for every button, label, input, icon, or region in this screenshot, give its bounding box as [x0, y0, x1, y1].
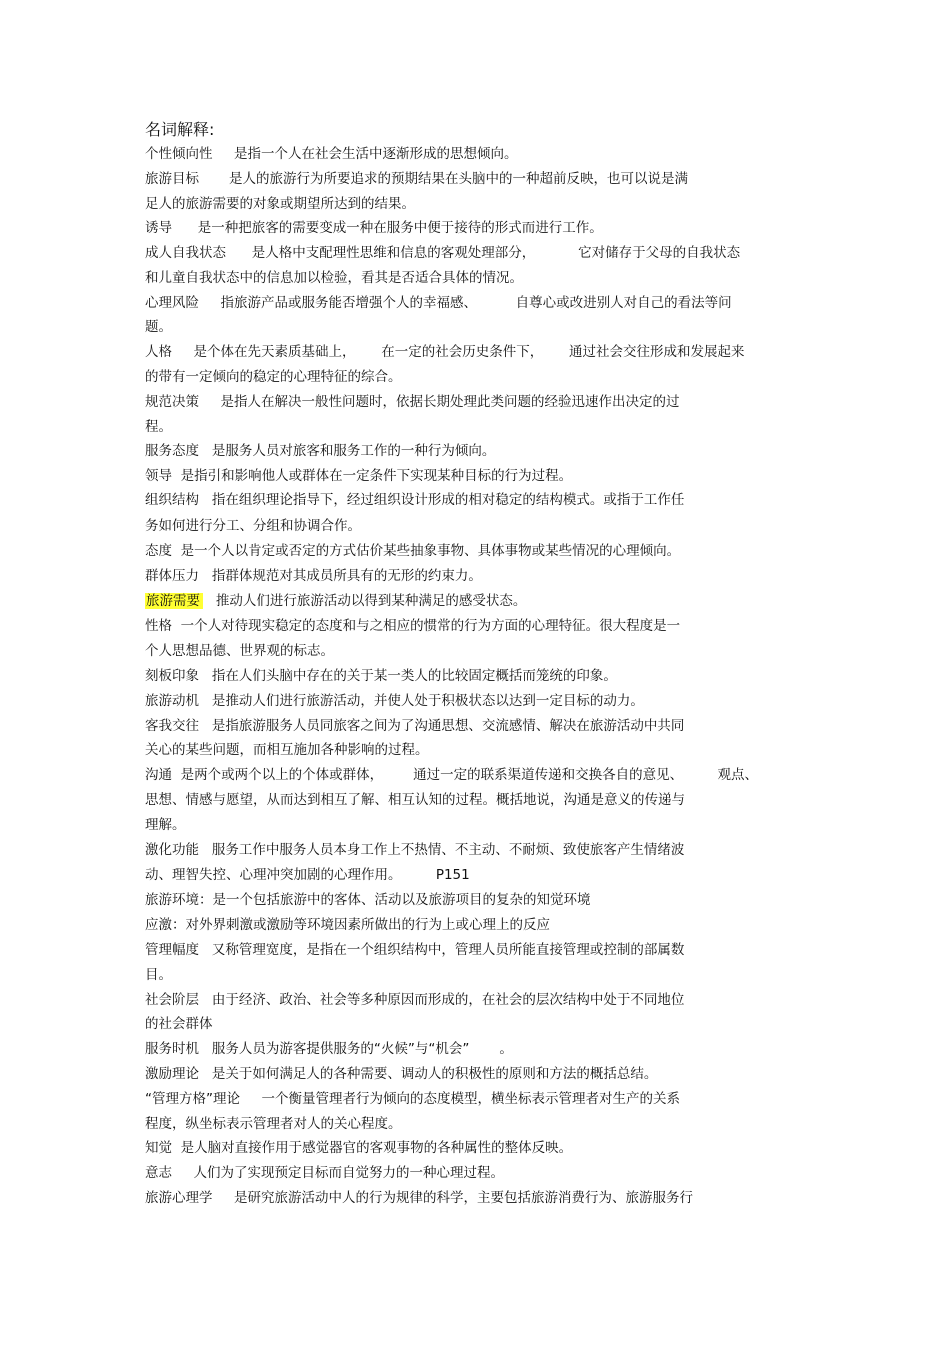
glossary-line: 程。 — [145, 419, 172, 435]
glossary-line: 态度 是一个人以肯定或否定的方式估价某些抽象事物、具体事物或某些情况的心理倾向。 — [145, 543, 681, 559]
glossary-line: “管理方格”理论 一个衡量管理者行为倾向的态度模型，横坐标表示管理者对生产的关系 — [145, 1091, 680, 1107]
glossary-line: 规范决策 是指人在解决一般性问题时，依据长期处理此类问题的经验迅速作出决定的过 — [145, 394, 680, 410]
glossary-line: 心理风险 指旅游产品或服务能否增强个人的幸福感、 自尊心或改进别人对自己的看法等问 — [145, 295, 732, 311]
glossary-line: 沟通 是两个或两个以上的个体或群体， 通过一定的联系渠道传递和交换各自的意见、 观点、 — [145, 767, 758, 783]
highlighted-term: 旅游需要 — [145, 593, 203, 609]
glossary-line: 刻板印象 指在人们头脑中存在的关于某一类人的比较固定概括而笼统的印象。 — [145, 668, 617, 684]
glossary-line: 领导 是指引和影响他人或群体在一定条件下实现某种目标的行为过程。 — [145, 468, 573, 484]
glossary-line: 旅游环境：是一个包括旅游中的客体、活动以及旅游项目的复杂的知觉环境 — [145, 892, 591, 908]
glossary-line: 关心的某些问题，而相互施加各种影响的过程。 — [145, 742, 429, 758]
glossary-line: 组织结构 指在组织理论指导下，经过组织设计形成的相对稳定的结构模式。或指于工作任 — [145, 492, 685, 508]
glossary-line: 动、理智失控、心理冲突加剧的心理作用。 P151 — [145, 867, 470, 883]
glossary-line: 和儿童自我状态中的信息加以检验，看其是否适合具体的情况。 — [145, 270, 523, 286]
glossary-line: 激励理论 是关于如何满足人的各种需要、调动人的积极性的原则和方法的概括总结。 — [145, 1066, 658, 1082]
glossary-line: 应激：对外界刺激或激励等环境因素所做出的行为上或心理上的反应 — [145, 917, 550, 933]
glossary-line: 知觉 是人脑对直接作用于感觉器官的客观事物的各种属性的整体反映。 — [145, 1140, 573, 1156]
glossary-line: 性格 一个人对待现实稳定的态度和与之相应的惯常的行为方面的心理特征。很大程度是一 — [145, 618, 681, 634]
glossary-line — [145, 591, 526, 611]
glossary-line: 服务态度 是服务人员对旅客和服务工作的一种行为倾向。 — [145, 443, 496, 459]
glossary-line: 思想、情感与愿望，从而达到相互了解、相互认知的过程。概括地说，沟通是意义的传递与 — [145, 792, 685, 808]
glossary-line: 的社会群体 — [145, 1016, 213, 1032]
glossary-line: 题。 — [145, 319, 172, 335]
glossary-line: 旅游目标 是人的旅游行为所要追求的预期结果在头脑中的一种超前反映，也可以说是满 — [145, 171, 689, 187]
glossary-line: 服务时机 服务人员为游客提供服务的“火候”与“机会” 。 — [145, 1041, 513, 1057]
glossary-line: 诱导 是一种把旅客的需要变成一种在服务中便于接待的形式而进行工作。 — [145, 220, 603, 236]
glossary-line: 人格 是个体在先天素质基础上， 在一定的社会历史条件下， 通过社会交往形成和发展起来 — [145, 344, 745, 360]
glossary-line: 程度，纵坐标表示管理者对人的关心程度。 — [145, 1116, 402, 1132]
glossary-line: 旅游动机 是推动人们进行旅游活动，并使人处于积极状态以达到一定目标的动力。 — [145, 693, 644, 709]
glossary-line: 务如何进行分工、分组和协调合作。 — [145, 518, 361, 534]
page-title: 名词解释: — [145, 120, 215, 139]
glossary-line: 旅游心理学 是研究旅游活动中人的行为规律的科学，主要包括旅游消费行为、旅游服务行 — [145, 1190, 693, 1206]
glossary-line: 个性倾向性 是指一个人在社会生活中逐渐形成的思想倾向。 — [145, 146, 518, 162]
glossary-line: 理解。 — [145, 817, 186, 833]
glossary-line: 客我交往 是指旅游服务人员同旅客之间为了沟通思想、交流感情、解决在旅游活动中共同 — [145, 718, 685, 734]
glossary-line: 目。 — [145, 967, 172, 983]
glossary-line: 成人自我状态 是人格中支配理性思维和信息的客观处理部分， 它对储存于父母的自我状态 — [145, 245, 741, 261]
glossary-line: 意志 人们为了实现预定目标而自觉努力的一种心理过程。 — [145, 1165, 504, 1181]
glossary-line: 激化功能 服务工作中服务人员本身工作上不热情、不主动、不耐烦、致使旅客产生情绪波 — [145, 842, 685, 858]
glossary-line: 的带有一定倾向的稳定的心理特征的综合。 — [145, 369, 402, 385]
glossary-line: 足人的旅游需要的对象或期望所达到的结果。 — [145, 196, 415, 212]
glossary-line: 管理幅度 又称管理宽度，是指在一个组织结构中，管理人员所能直接管理或控制的部属数 — [145, 942, 685, 958]
glossary-line: 社会阶层 由于经济、政治、社会等多种原因而形成的，在社会的层次结构中处于不同地位 — [145, 992, 685, 1008]
glossary-line: 群体压力 指群体规范对其成员所具有的无形的约束力。 — [145, 568, 482, 584]
glossary-line-text: 推动人们进行旅游活动以得到某种满足的感受状态。 — [203, 593, 527, 609]
glossary-line: 个人思想品德、世界观的标志。 — [145, 643, 334, 659]
